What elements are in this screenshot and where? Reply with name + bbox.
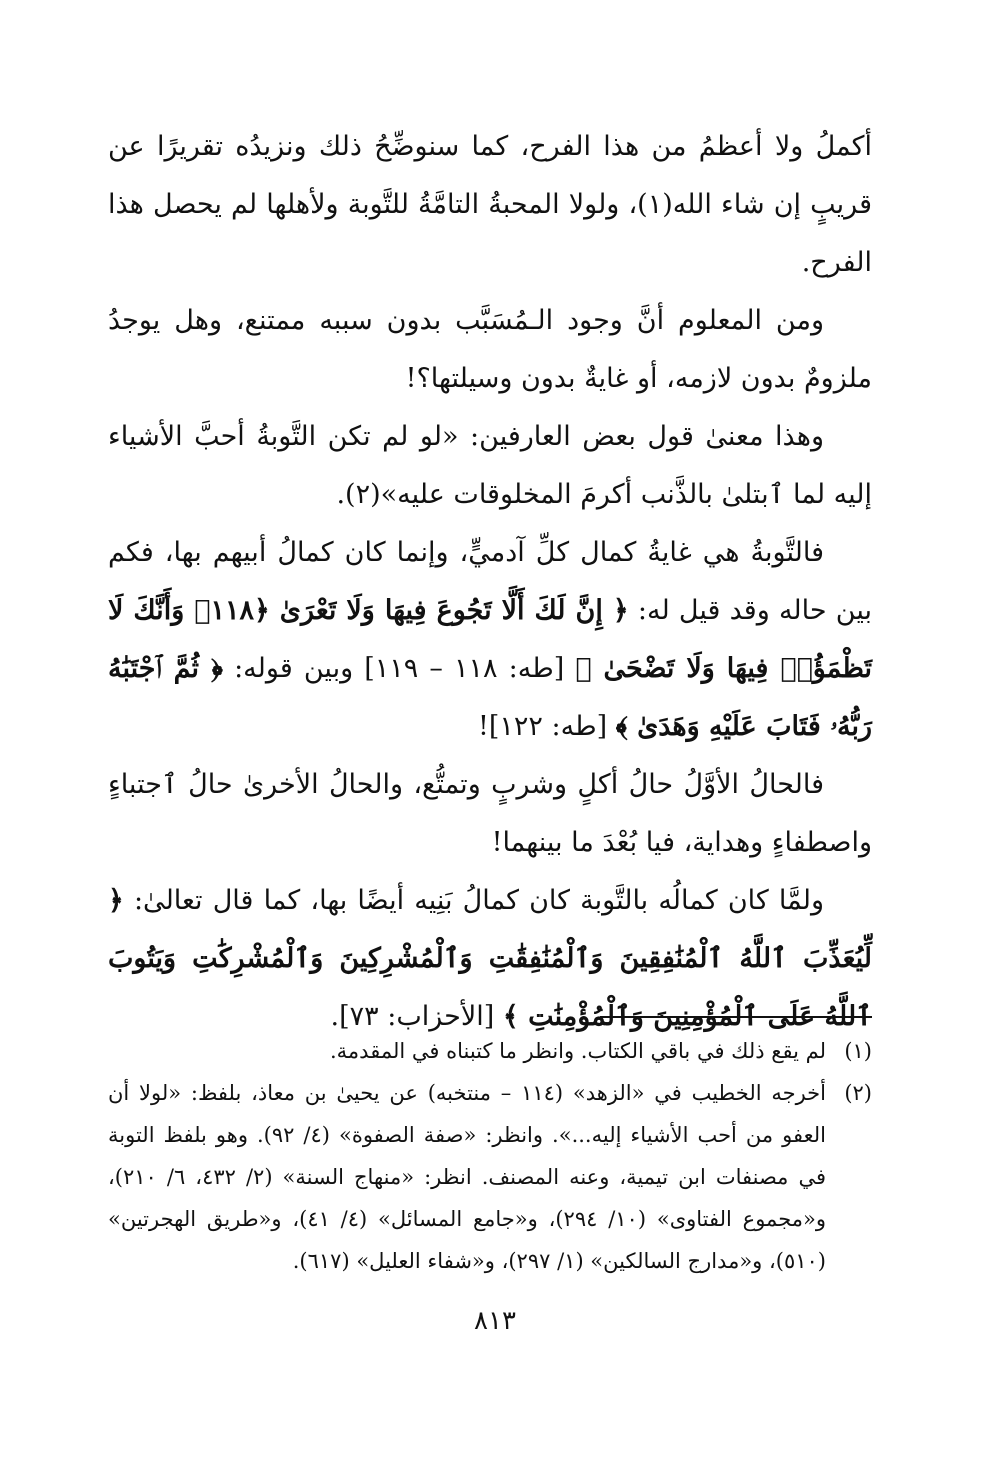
paragraph-4-text: فالتَّوبةُ هي غايةُ كمال كلِّ آدميٍّ، وإنما كان كمالُ أبيهم بها، فكم بين حاله وقد قيل له: xyxy=(108,537,872,626)
verse-citation: [الأحزاب: ٧٣]. xyxy=(330,1001,503,1032)
footnotes xyxy=(108,1030,872,1282)
main-text xyxy=(108,118,872,1046)
paragraph-3: وهذا معنىٰ قول بعض العارفين: «لو لم تكن التَّوبةُ أحبَّ الأشياء إليه لما ٱبتلىٰ بالذَّنب أكرمَ المخلوقات عليه»(٢). xyxy=(108,421,872,510)
page-number: ٨١٣ xyxy=(474,1306,516,1336)
paragraph-4 xyxy=(108,524,872,756)
footnote-text: لم يقع ذلك في باقي الكتاب. وانظر ما كتبناه في المقدمة. xyxy=(330,1039,826,1063)
footnote-number: (٢) xyxy=(844,1081,872,1105)
footnote-text: أخرجه الخطيب في «الزهد» (١١٤ – منتخبه) عن يحيىٰ بن معاذ، بلفظ: «لولا أن العفو من أحب الأشياء إليه...». وانظر: «صفة الصفوة» (٤/ ٩٢). وهو بلفظ التوبة في مصنفات ابن تيمية، وعنه المصنف. انظر: «منهاج السنة» (٢/ ٤٣٢، ٦/ ٢١٠)، و«مجموع الفتاوى» (١٠/ ٢٩٤)، و«جامع المسائل» (٤/ ٤١)، و«طريق الهجرتين» (٥١٠)، و«مدارج السالكين» (١/ ٢٩٧)، و«شفاء العليل» (٦١٧). xyxy=(108,1081,826,1273)
paragraph-6 xyxy=(108,872,872,1046)
quran-verse: ﴿ لِّيُعَذِّبَ ٱللَّهُ ٱلْمُنَٰفِقِينَ وَٱلْمُنَٰفِقَٰتِ وَٱلْمُشْرِكِينَ وَٱلْمُشْرِكَٰتِ وَيَتُوبَ ٱللَّهُ عَلَى ٱلْمُؤْمِنِينَ وَٱلْمُؤْمِنَٰتِ ﴾ xyxy=(108,885,872,1032)
footnote-number: (١) xyxy=(844,1039,872,1063)
quran-verse: ﴿ ثُمَّ ٱجْتَبَٰهُ رَبُّهُۥ فَتَابَ عَلَيْهِ وَهَدَىٰ ﴾ xyxy=(108,653,872,742)
paragraph-5: فالحالُ الأوَّلُ حالُ أكلٍ وشربٍ وتمتُّع، والحالُ الأخرىٰ حالُ ٱجتباءٍ واصطفاءٍ وهداية، فيا بُعْدَ ما بينهما! xyxy=(108,769,872,858)
quran-verse: ﴿ إِنَّ لَكَ أَلَّا تَجُوعَ فِيهَا وَلَا تَعْرَىٰ ﴿١١٨﴾ وَأَنَّكَ لَا تَظْمَؤُا۟ فِيهَا وَلَا تَضْحَىٰ ﴾ xyxy=(108,595,873,684)
verse-citation: [طه: ١٢٢]! xyxy=(478,711,616,742)
footnote-1 xyxy=(108,1030,872,1072)
paragraph-1: أكملُ ولا أعظمُ من هذا الفرح، كما سنوضِّحُ ذلك ونزيدُه تقريرًا عن قريبٍ إن شاء الله(١)، ولولا المحبةُ التامَّةُ للتَّوبة ولأهلها لم يحصل هذا الفرح. xyxy=(108,131,872,278)
footnote-2 xyxy=(108,1072,872,1282)
footnote-separator xyxy=(600,1016,872,1018)
paragraph-2: ومن المعلوم أنَّ وجود الـمُسَبَّب بدون سببه ممتنع، وهل يوجدُ ملزومٌ بدون لازمه، أو غايةٌ بدون وسيلتها؟! xyxy=(108,305,872,394)
paragraph-6-text: ولمَّا كان كمالُه بالتَّوبة كان كمالُ بَنِيه أيضًا بها، كما قال تعالىٰ: xyxy=(123,885,824,916)
verse-citation: [طه: ١١٨ – ١١٩] وبين قوله: xyxy=(222,653,576,684)
